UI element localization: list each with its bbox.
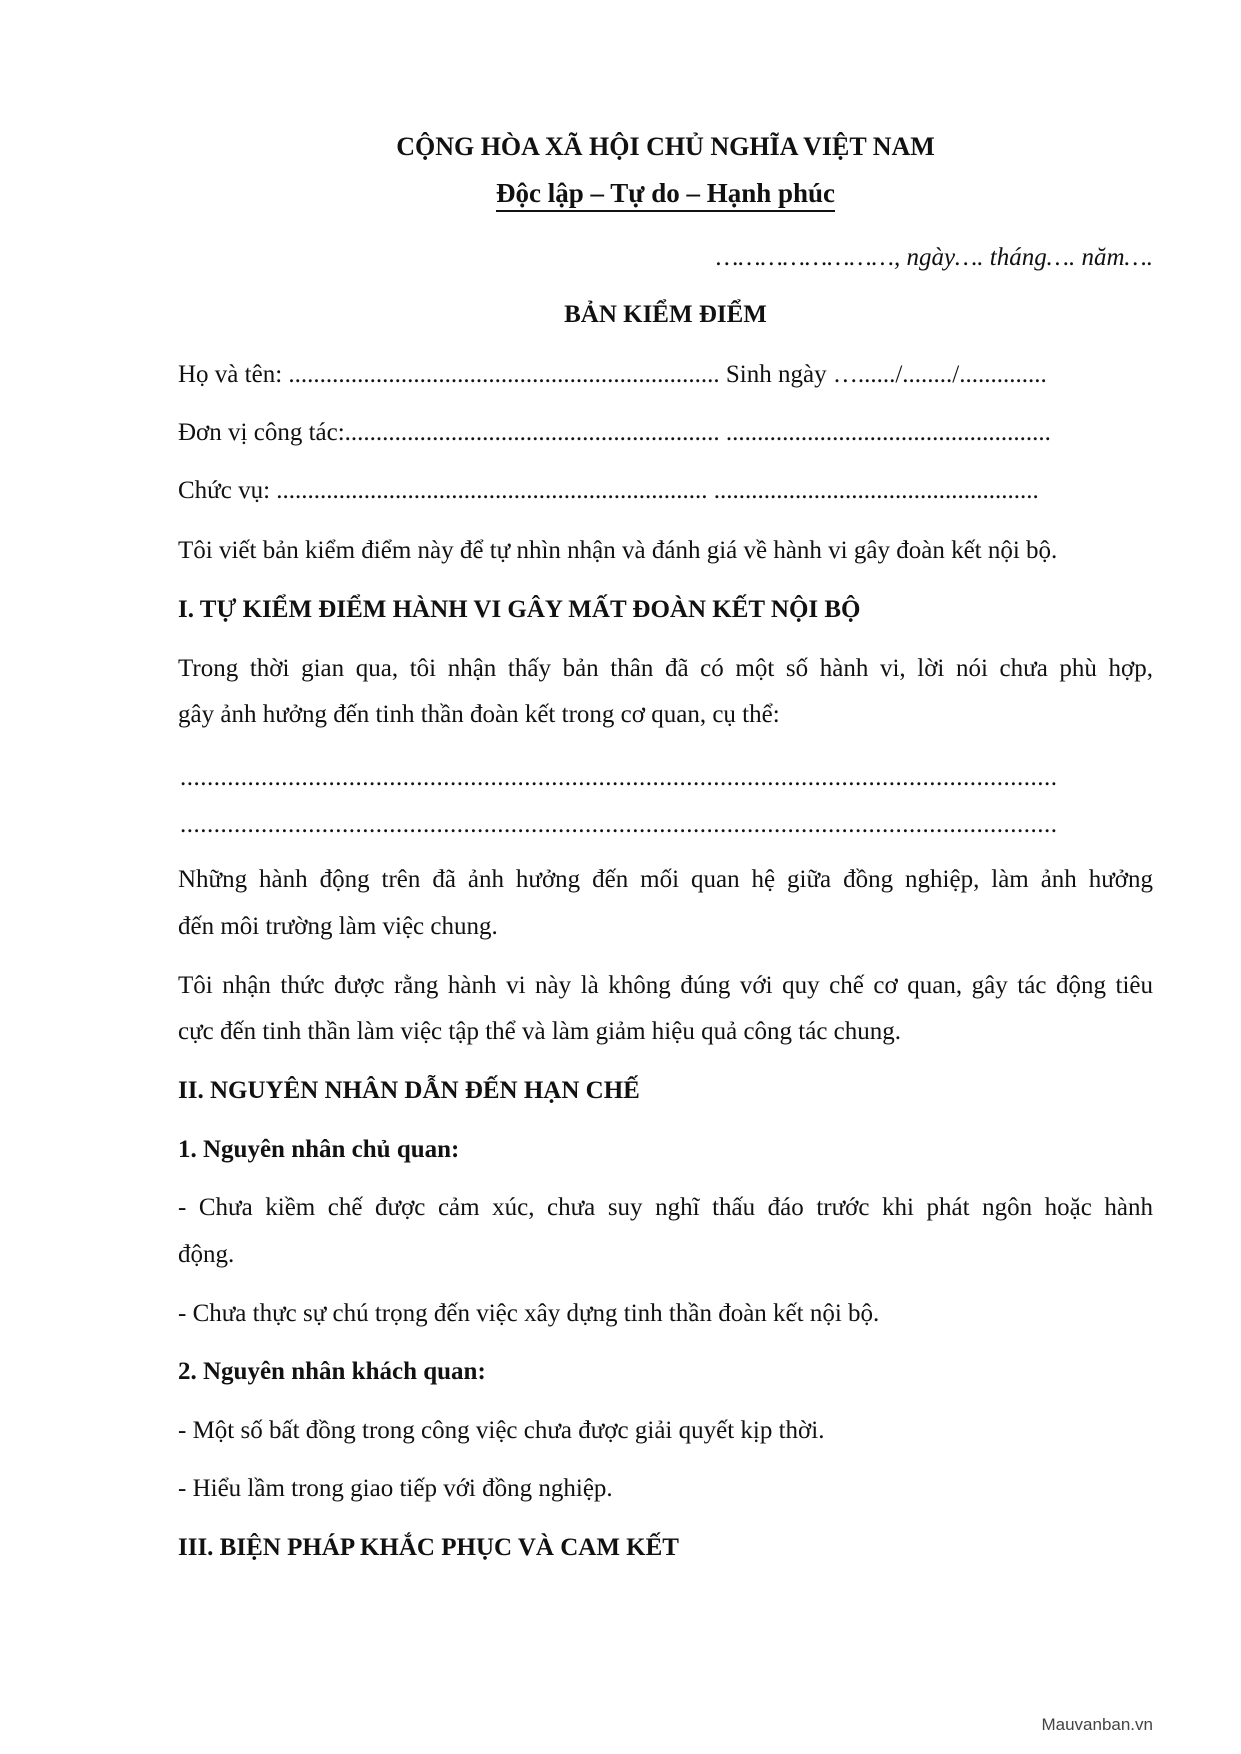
objective-causes-heading: 2. Nguyên nhân khách quan: bbox=[178, 1358, 486, 1385]
subjective-cause-1-line-1: - Chưa kiềm chế được cảm xúc, chưa suy nghĩ thấu đáo trước khi phát ngôn hoặc hành bbox=[178, 1194, 1153, 1221]
motto bbox=[178, 178, 1153, 212]
subjective-cause-1-line-2: động. bbox=[178, 1241, 235, 1268]
position-field: Chức vụ: ..................................................................... .................................................... bbox=[178, 477, 1039, 504]
section-3-heading: III. BIỆN PHÁP KHẮC PHỤC VÀ CAM KẾT bbox=[178, 1534, 679, 1561]
fill-in-dots-line-1: .................................................................................................................................. bbox=[180, 764, 1058, 791]
source-watermark: Mauvanban.vn bbox=[1041, 1715, 1153, 1734]
subjective-causes-heading: 1. Nguyên nhân chủ quan: bbox=[178, 1136, 460, 1163]
motto-text: Độc lập – Tự do – Hạnh phúc bbox=[496, 178, 835, 212]
work-unit-field: Đơn vị công tác:............................................................ .................................................... bbox=[178, 419, 1051, 446]
objective-cause-2: - Hiểu lầm trong giao tiếp với đồng nghiệp. bbox=[178, 1475, 613, 1502]
document-title: BẢN KIỂM ĐIỂM bbox=[564, 301, 767, 328]
section-2-heading: II. NGUYÊN NHÂN DẪN ĐẾN HẠN CHẾ bbox=[178, 1077, 640, 1104]
nation-title: CỘNG HÒA XÃ HỘI CHỦ NGHĨA VIỆT NAM bbox=[396, 132, 935, 161]
section-1-paragraph-3-line-2: cực đến tinh thần làm việc tập thể và làm giảm hiệu quả công tác chung. bbox=[178, 1018, 902, 1045]
objective-cause-1: - Một số bất đồng trong công việc chưa được giải quyết kịp thời. bbox=[178, 1417, 825, 1444]
intro-text: Tôi viết bản kiểm điểm này để tự nhìn nhận và đánh giá về hành vi gây đoàn kết nội bộ. bbox=[178, 537, 1058, 564]
section-1-paragraph-2-line-1: Những hành động trên đã ảnh hưởng đến mối quan hệ giữa đồng nghiệp, làm ảnh hưởng bbox=[178, 866, 1153, 893]
section-1-paragraph-2-line-2: đến môi trường làm việc chung. bbox=[178, 913, 498, 940]
section-1-paragraph-1-line-2: gây ảnh hưởng đến tinh thần đoàn kết trong cơ quan, cụ thể: bbox=[178, 701, 780, 728]
subjective-cause-2: - Chưa thực sự chú trọng đến việc xây dựng tinh thần đoàn kết nội bộ. bbox=[178, 1300, 880, 1327]
place-date-line: ……………………, ngày…. tháng…. năm…. bbox=[716, 244, 1153, 271]
fill-in-dots-line-2: .................................................................................................................................. bbox=[180, 811, 1058, 838]
section-1-paragraph-3-line-1: Tôi nhận thức được rằng hành vi này là không đúng với quy chế cơ quan, gây tác động tiêu bbox=[178, 972, 1153, 999]
section-1-paragraph-1-line-1: Trong thời gian qua, tôi nhận thấy bản thân đã có một số hành vi, lời nói chưa phù hợp, bbox=[178, 655, 1153, 682]
section-1-heading: I. TỰ KIỂM ĐIỂM HÀNH VI GÂY MẤT ĐOÀN KẾT NỘI BỘ bbox=[178, 596, 861, 623]
name-birthdate-field: Họ và tên: ..................................................................... Sinh ngày …....../......../.............. bbox=[178, 361, 1047, 388]
